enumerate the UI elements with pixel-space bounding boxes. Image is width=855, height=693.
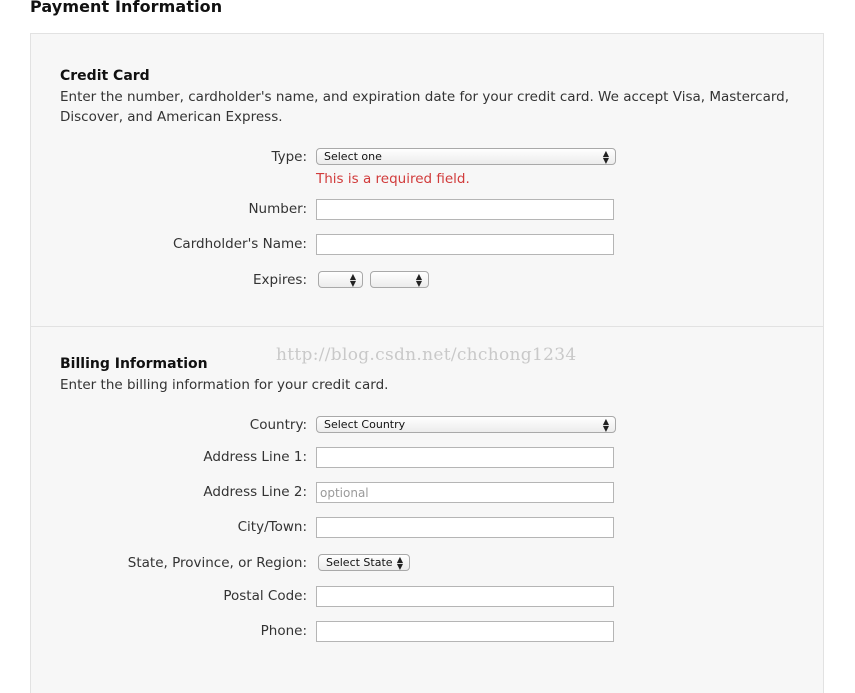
cardholder-name-label: Cardholder's Name: <box>173 236 307 252</box>
card-type-label: Type: <box>271 149 307 165</box>
card-type-error-message: This is a required field. <box>316 171 470 187</box>
card-number-label: Number: <box>248 201 307 217</box>
postal-code-row <box>31 586 825 610</box>
billing-section-description: Enter the billing information for your credit card. <box>60 377 389 393</box>
address-line-1-row <box>31 447 825 471</box>
expires-label: Expires: <box>253 272 307 288</box>
city-label: City/Town: <box>237 519 307 535</box>
select-arrows-icon: ▲ ▼ <box>396 554 403 571</box>
billing-section-title: Billing Information <box>60 356 208 372</box>
state-row <box>31 553 825 577</box>
country-row <box>31 415 825 439</box>
card-number-input[interactable] <box>316 199 614 220</box>
watermark-text: http://blog.csdn.net/chchong1234 <box>276 345 577 365</box>
section-divider <box>31 326 823 327</box>
card-type-select[interactable] <box>316 148 616 165</box>
city-input[interactable] <box>316 517 614 538</box>
card-type-row <box>31 147 825 171</box>
credit-card-section-description: Enter the number, cardholder's name, and expiration date for your credit card. We accept Visa, Mastercard, Discover, and American Express. <box>60 89 790 125</box>
country-label: Country: <box>249 417 307 433</box>
address-line-1-input[interactable] <box>316 447 614 468</box>
select-arrows-icon: ▲ ▼ <box>349 271 356 288</box>
cardholder-name-row <box>31 234 825 258</box>
select-arrows-icon: ▲ ▼ <box>602 148 609 165</box>
country-selected-value: Select Country <box>324 418 406 431</box>
expires-year-select[interactable] <box>370 271 429 288</box>
postal-code-label: Postal Code: <box>223 588 307 604</box>
select-arrows-icon: ▲ ▼ <box>602 416 609 433</box>
page-title: Payment Information <box>30 0 223 16</box>
state-label: State, Province, or Region: <box>127 555 307 571</box>
state-select[interactable] <box>318 554 410 571</box>
card-number-row <box>31 199 825 223</box>
cardholder-name-input[interactable] <box>316 234 614 255</box>
address-line-1-label: Address Line 1: <box>203 449 307 465</box>
expires-row <box>31 270 825 294</box>
address-line-2-row <box>31 482 825 506</box>
country-select[interactable] <box>316 416 616 433</box>
postal-code-input[interactable] <box>316 586 614 607</box>
state-selected-value: Select State <box>326 556 393 569</box>
address-line-2-label: Address Line 2: <box>203 484 307 500</box>
expires-month-select[interactable] <box>318 271 363 288</box>
phone-label: Phone: <box>260 623 307 639</box>
city-row <box>31 517 825 541</box>
phone-row <box>31 621 825 645</box>
phone-input[interactable] <box>316 621 614 642</box>
address-line-2-input[interactable] <box>316 482 614 503</box>
credit-card-section-title: Credit Card <box>60 68 150 84</box>
card-type-selected-value: Select one <box>324 150 382 163</box>
select-arrows-icon: ▲ ▼ <box>415 271 422 288</box>
